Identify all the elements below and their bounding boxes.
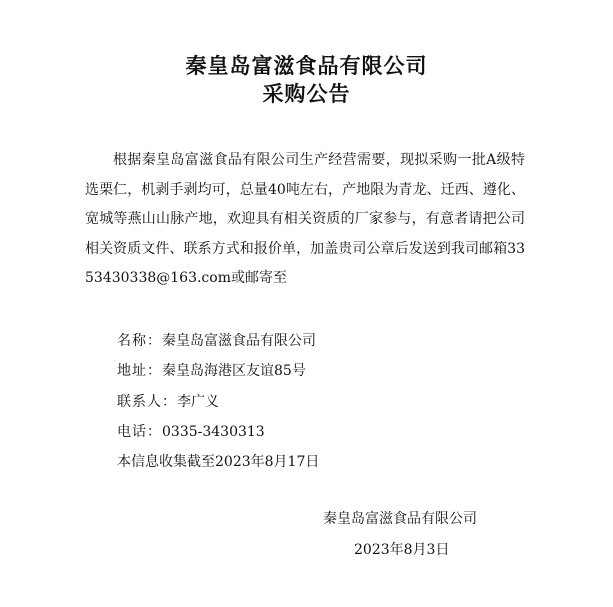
contact-value: 李广义 xyxy=(177,394,219,410)
address-label: 地址： xyxy=(117,363,162,379)
phone-label: 电话： xyxy=(117,424,162,440)
contact-field xyxy=(117,392,219,412)
contact-label: 联系人： xyxy=(117,394,177,410)
address-value: 秦皇岛海港区友谊85号 xyxy=(162,363,306,379)
name-label: 名称： xyxy=(117,333,162,349)
signature-date: 2023年8月3日 xyxy=(354,542,450,558)
address-field xyxy=(117,361,306,381)
announcement-body: 根据秦皇岛富滋食品有限公司生产经营需要，现拟采购一批A级特选栗仁，机剥手剥均可，总量40吨左右，产地限为青龙、迁西、遵化、宽城等燕山山脉产地，欢迎具有相关资质的厂家参与，有意者请把公司相关资质文件、联系方式和报价单，加盖贵司公章后发送到我司邮箱3353430338@163.com或邮寄至 xyxy=(85,152,525,286)
company-title: 秦皇岛富滋食品有限公司 xyxy=(185,53,428,78)
name-field xyxy=(117,331,316,351)
phone-field xyxy=(117,422,265,442)
document-title: 采购公告 xyxy=(262,81,351,106)
name-value: 秦皇岛富滋食品有限公司 xyxy=(162,333,316,349)
phone-value: 0335-3430313 xyxy=(162,424,265,440)
signature-company: 秦皇岛富滋食品有限公司 xyxy=(323,511,477,527)
deadline-text: 本信息收集截至2023年8月17日 xyxy=(117,454,320,470)
